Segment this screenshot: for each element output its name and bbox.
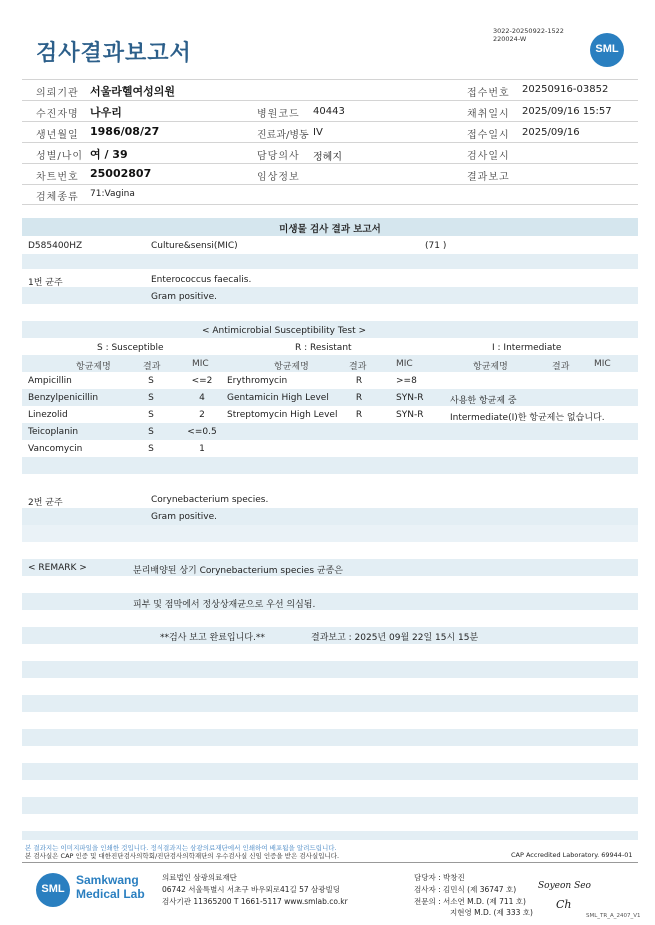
row-band: [22, 593, 638, 610]
col-mic-3: MIC: [594, 359, 611, 369]
drug-name: Erythromycin: [227, 376, 288, 386]
drug-name: Streptomycin High Level: [227, 410, 338, 420]
test-count: (71 ): [425, 241, 447, 251]
drug-mic: >=8: [396, 376, 417, 386]
drug-result: R: [355, 410, 363, 420]
name-label: 수진자명: [36, 109, 79, 120]
remark-line-1: 분리배양된 상기 Corynebacterium species 균종은: [133, 566, 343, 576]
drug-result: R: [355, 376, 363, 386]
org-address: 06742 서울특별시 서초구 바우뫼로41길 57 삼광빌딩: [162, 885, 341, 894]
organism-1-name: Enterococcus faecalis.: [151, 275, 252, 285]
divider: [22, 204, 638, 205]
drug-name: Benzylpenicillin: [28, 393, 99, 403]
divider: [22, 121, 638, 122]
drug-result: S: [148, 376, 154, 386]
tester: 검사자 : 김민식 (제 36747 호): [414, 885, 517, 894]
drug-name: Ampicillin: [28, 376, 72, 386]
row-band: [22, 831, 638, 840]
org-name: 의료법인 삼광의료재단: [162, 873, 237, 882]
sml-logo-icon: SML: [590, 33, 624, 67]
birth-label: 생년월일: [36, 130, 79, 141]
receipt-no-value: 20250916-03852: [522, 84, 609, 95]
row-band: [22, 389, 638, 406]
hospital-code-label: 병원코드: [257, 109, 300, 120]
dept-label: 진료과/병동: [257, 130, 309, 141]
specialist-1: 전문의 : 서소연 M.D. (제 711 호): [414, 897, 526, 906]
drug-name: Teicoplanin: [28, 427, 79, 437]
drug-mic: <=2: [191, 376, 213, 386]
collect-date-value: 2025/09/16 15:57: [522, 106, 612, 117]
used-antibiotics-note: 사용한 항균제 중: [450, 396, 517, 406]
col-mic-2: MIC: [396, 359, 413, 369]
drug-name: Gentamicin High Level: [227, 393, 329, 403]
row-band: [22, 525, 638, 542]
drug-result: S: [148, 427, 154, 437]
signature-2: Ch: [556, 898, 572, 911]
remark-line-2: 피부 및 점막에서 정상상재균으로 우선 의심됨.: [133, 600, 316, 610]
row-band: [22, 355, 638, 372]
report-section-header: 미생물 검사 결과 보고서: [22, 218, 638, 236]
org-contact: 검사기관 11365200 T 1661-5117 www.smlab.co.kr: [162, 897, 348, 906]
row-band: [22, 423, 638, 440]
intermediate-note: Intermediate(I)한 항균제는 없습니다.: [450, 413, 605, 423]
result-report-time: 결과보고 : 2025년 09월 22일 15시 15분: [311, 633, 479, 643]
drug-name: Vancomycin: [28, 444, 83, 454]
hospital-value: 서울라헬여성의원: [90, 85, 176, 98]
row-band: [22, 729, 638, 746]
row-band: [22, 763, 638, 780]
drug-result: R: [355, 393, 363, 403]
divider: [22, 100, 638, 101]
row-band: [22, 661, 638, 678]
drug-mic: 2: [199, 410, 205, 420]
legend-susceptible: S : Susceptible: [97, 343, 164, 353]
drug-result: S: [148, 393, 154, 403]
divider: [22, 79, 638, 80]
receipt-date-value: 2025/09/16: [522, 127, 580, 138]
col-drug-2: 항균제명: [274, 362, 309, 372]
col-drug-3: 항균제명: [473, 362, 508, 372]
specimen-label: 검체종류: [36, 192, 79, 203]
signature-1: Soyeon Seo: [538, 881, 591, 891]
col-mic-1: MIC: [192, 359, 209, 369]
organism-2-label: 2번 균주: [28, 498, 63, 508]
row-band: [22, 287, 638, 304]
specimen-value: 71:Vagina: [90, 189, 135, 199]
document-id: 3022-20250922-1522 220024-W: [493, 27, 564, 43]
dept-value: IV: [313, 127, 323, 138]
specialist-2: 지현영 M.D. (제 333 호): [450, 908, 533, 917]
receipt-date-label: 접수일시: [467, 130, 510, 141]
test-date-label: 검사일시: [467, 151, 510, 162]
divider: [22, 184, 638, 185]
cap-accreditation: CAP Accredited Laboratory. 69944-01: [511, 851, 633, 859]
remark-label: < REMARK >: [28, 563, 87, 573]
drug-result: S: [148, 444, 154, 454]
col-result-1: 결과: [143, 362, 161, 372]
doctor-value: 정혜지: [313, 152, 342, 163]
organism-1-label: 1번 균주: [28, 278, 63, 288]
organism-1-gram: Gram positive.: [151, 292, 217, 302]
collect-date-label: 채취일시: [467, 109, 510, 120]
receipt-no-label: 접수번호: [467, 88, 510, 99]
image-print-notice: 본 결과지는 이미지파일을 인쇄한 것입니다. 정식결과지는 삼광의료재단에서 인쇄하여 배포됨을 알려드립니다.: [25, 844, 337, 852]
drug-mic: 1: [199, 444, 205, 454]
hospital-code-value: 40443: [313, 106, 345, 117]
report-complete: **검사 보고 완료입니다.**: [160, 633, 265, 643]
legend-intermediate: I : Intermediate: [492, 343, 562, 353]
ast-title: < Antimicrobial Susceptibility Test >: [202, 326, 366, 336]
doctor-label: 담당의사: [257, 151, 300, 162]
drug-result: S: [148, 410, 154, 420]
drug-mic: 4: [199, 393, 205, 403]
col-result-2: 결과: [349, 362, 367, 372]
report-date-label: 결과보고: [467, 172, 510, 183]
row-band: [22, 797, 638, 814]
row-band: [22, 695, 638, 712]
legend-resistant: R : Resistant: [295, 343, 352, 353]
footer-divider: [22, 862, 638, 863]
row-band: [22, 254, 638, 269]
manager: 담당자 : 박창진: [414, 873, 465, 882]
organism-2-gram: Gram positive.: [151, 512, 217, 522]
test-code: D585400HZ: [28, 241, 83, 251]
sex-age-label: 성별/나이: [36, 151, 84, 162]
clinical-label: 임상정보: [257, 172, 300, 183]
chart-no-label: 차트번호: [36, 172, 79, 183]
drug-name: Linezolid: [28, 410, 68, 420]
row-band: [22, 508, 638, 525]
drug-mic: SYN-R: [396, 393, 424, 403]
lab-name: Samkwang Medical Lab: [76, 873, 145, 901]
col-result-3: 결과: [552, 362, 570, 372]
drug-mic: SYN-R: [396, 410, 424, 420]
name-value: 나우리: [90, 106, 122, 119]
col-drug-1: 항균제명: [76, 362, 111, 372]
divider: [22, 142, 638, 143]
drug-mic: <=0.5: [187, 427, 217, 437]
cap-certification-notice: 본 검사실은 CAP 인증 및 대한진단검사의학회/진단검사의학재단의 우수검사실 신임 인증을 받은 검사실입니다.: [25, 852, 340, 860]
organism-2-name: Corynebacterium species.: [151, 495, 269, 505]
hospital-label: 의뢰기관: [36, 88, 79, 99]
birth-value: 1986/08/27: [90, 125, 160, 138]
divider: [22, 163, 638, 164]
sml-lab-logo-icon: SML: [36, 873, 70, 907]
row-band: [22, 457, 638, 474]
test-name: Culture&sensi(MIC): [151, 241, 238, 251]
sex-age-value: 여 / 39: [90, 148, 128, 161]
form-code: SML_TR_A_2407_V1: [586, 913, 641, 919]
page-title: 검사결과보고서: [36, 41, 192, 66]
chart-no-value: 25002807: [90, 167, 152, 180]
